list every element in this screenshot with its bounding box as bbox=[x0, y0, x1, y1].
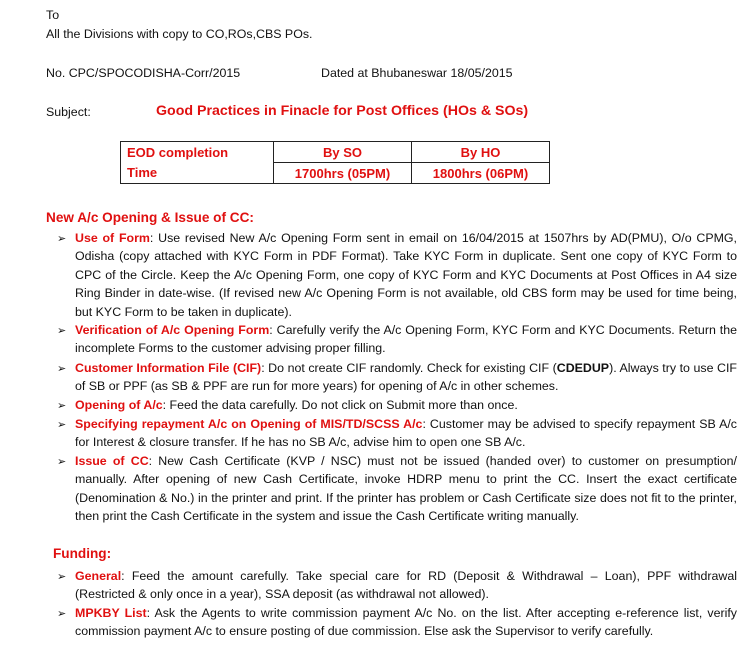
item-text: : New Cash Certificate (KVP / NSC) must not be issued (handed over) to customer on presumption/ manually. After opening of new Cash Certificate, invoke HDRP menu to print the CC. Insert the exact certificate (Denomination & No.) in the printer and print. If the printer has problem or Cash Certificate size does not fit to the printer, then print the Cash Certificate in the system and issue the Cash Certificate writing manually. bbox=[75, 454, 737, 524]
bullet-icon: ➢ bbox=[57, 419, 67, 431]
item-label: Opening of A/c bbox=[75, 398, 163, 412]
item-text-before: : Do not create CIF randomly. Check for existing CIF ( bbox=[261, 361, 557, 375]
item-label: MPKBY List bbox=[75, 606, 147, 620]
subject-label: Subject: bbox=[46, 105, 91, 119]
cdedup-term: CDEDUP bbox=[556, 361, 610, 375]
so-time-cell: 1700hrs (05PM) bbox=[274, 163, 412, 184]
item-label: Use of Form bbox=[75, 231, 150, 245]
recipients-line: All the Divisions with copy to CO,ROs,CBS POs. bbox=[46, 27, 313, 41]
eod-completion-table bbox=[120, 141, 550, 184]
list-item-opening bbox=[75, 396, 737, 414]
bullet-icon: ➢ bbox=[57, 608, 67, 620]
list-item-use-of-form bbox=[75, 229, 737, 321]
bullet-icon: ➢ bbox=[57, 325, 67, 337]
date-line: Dated at Bhubaneswar 18/05/2015 bbox=[321, 66, 513, 80]
item-text: : Use revised New A/c Opening Form sent in email on 16/04/2015 at 1507hrs by AD(PMU), O/o CPMG, Odisha (copy attached with KYC Form in PDF Format). Take KYC Form in duplicate. Sent one copy of KYC Form to CPC of the Circle. Keep the A/c Opening Form, one copy of KYC Form and KYC Documents at Post Offices in A4 size Ring Binder in date-wise. (If revised new A/c Opening Form is not available, old CBS form may be used for time being, but KYC Form to be taken in duplicate). bbox=[75, 231, 737, 319]
item-label: General bbox=[75, 569, 122, 583]
item-text-after: ). Always try to use CIF of SB or PPF (as SB & PPF are run for more years) for opening of A/c in other schemes. bbox=[75, 361, 737, 394]
bullet-icon: ➢ bbox=[57, 400, 67, 412]
item-label: Issue of CC bbox=[75, 454, 149, 468]
bullet-icon: ➢ bbox=[57, 456, 67, 468]
list-item-general bbox=[75, 567, 737, 604]
item-text: : Ask the Agents to write commission payment A/c No. on the list. After accepting e-reference list, verify commission payment A/c to ensure posting of due commission. Else ask the Supervisor to verify carefully. bbox=[75, 606, 737, 639]
item-text: : Feed the amount carefully. Take special care for RD (Deposit & Withdrawal – Loan), PPF withdrawal (Restricted & only once in a year), SSA deposit (as withdrawal not allowed). bbox=[75, 569, 737, 602]
list-item-cif bbox=[75, 359, 737, 396]
item-label: Specifying repayment A/c on Opening of MIS/TD/SCSS A/c bbox=[75, 417, 423, 431]
time-label-cell: Time bbox=[121, 163, 274, 184]
item-text: : Carefully verify the A/c Opening Form, KYC Form and KYC Documents. Return the incomplete Forms to the customer advising proper filling. bbox=[75, 323, 737, 356]
section-new-account-title: New A/c Opening & Issue of CC: bbox=[46, 210, 254, 225]
list-item-verification bbox=[75, 321, 737, 358]
ho-time-cell: 1800hrs (06PM) bbox=[412, 163, 550, 184]
eod-label-cell: EOD completion bbox=[121, 142, 274, 163]
item-label: Customer Information File (CIF) bbox=[75, 361, 262, 375]
list-item-issue-of-cc bbox=[75, 452, 737, 526]
item-text: : Feed the data carefully. Do not click on Submit more than once. bbox=[162, 398, 518, 412]
bullet-icon: ➢ bbox=[57, 363, 67, 375]
item-label: Verification of A/c Opening Form bbox=[75, 323, 270, 337]
bullet-icon: ➢ bbox=[57, 233, 67, 245]
by-ho-header: By HO bbox=[412, 142, 550, 163]
list-item-mpkby-list bbox=[75, 604, 737, 641]
to-line: To bbox=[46, 8, 60, 22]
list-item-repayment bbox=[75, 415, 737, 452]
item-text: : Customer may be advised to specify repayment SB A/c for Interest & closure transfer. If he has no SB A/c, advise him to open one SB A/c. bbox=[75, 417, 737, 450]
reference-number: No. CPC/SPOCODISHA-Corr/2015 bbox=[46, 66, 241, 80]
subject-title: Good Practices in Finacle for Post Offices (HOs & SOs) bbox=[156, 103, 529, 119]
section-funding-title: Funding: bbox=[53, 546, 112, 561]
by-so-header: By SO bbox=[274, 142, 412, 163]
bullet-icon: ➢ bbox=[57, 571, 67, 583]
